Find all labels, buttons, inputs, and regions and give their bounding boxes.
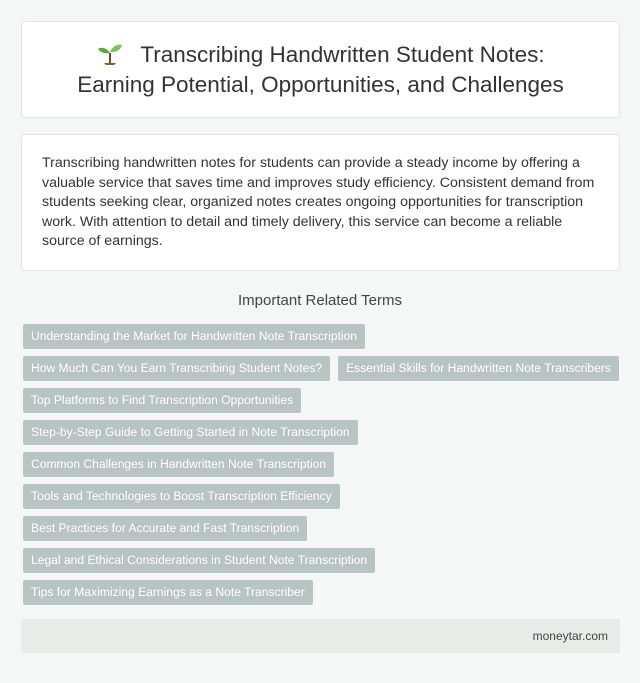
title-line-2: Earning Potential, Opportunities, and Challenges: [77, 71, 564, 97]
related-terms-list: [23, 324, 623, 612]
term-tag[interactable]: Best Practices for Accurate and Fast Transcription: [23, 516, 307, 541]
term-tag[interactable]: Top Platforms to Find Transcription Opportunities: [23, 388, 301, 413]
term-tag[interactable]: Understanding the Market for Handwritten Note Transcription: [23, 324, 365, 349]
term-tag[interactable]: How Much Can You Earn Transcribing Student Notes?: [23, 356, 330, 381]
term-tag[interactable]: Tools and Technologies to Boost Transcription Efficiency: [23, 484, 340, 509]
related-terms-heading: Important Related Terms: [238, 292, 402, 309]
term-tag[interactable]: Essential Skills for Handwritten Note Transcribers: [338, 356, 619, 381]
page-title: [77, 40, 564, 100]
term-tag[interactable]: Tips for Maximizing Earnings as a Note Transcriber: [23, 580, 313, 605]
intro-card: [21, 134, 620, 271]
footer-site[interactable]: moneytar.com: [532, 629, 608, 643]
sprout-icon: [96, 41, 124, 65]
intro-text: Transcribing handwritten notes for students can provide a steady income by offering a valuable service that saves time and improves study efficiency. Consistent demand from students seeking clear, organized notes creates ongoing opportunities for transcription work. With attention to detail and timely delivery, this service can become a reliable source of earnings.: [42, 155, 595, 250]
term-tag[interactable]: Legal and Ethical Considerations in Student Note Transcription: [23, 548, 375, 573]
footer: [21, 619, 620, 653]
term-tag[interactable]: Common Challenges in Handwritten Note Transcription: [23, 452, 334, 477]
term-tag[interactable]: Step-by-Step Guide to Getting Started in Note Transcription: [23, 420, 358, 445]
title-line-1: Transcribing Handwritten Student Notes:: [140, 41, 545, 67]
title-card: [21, 21, 620, 118]
